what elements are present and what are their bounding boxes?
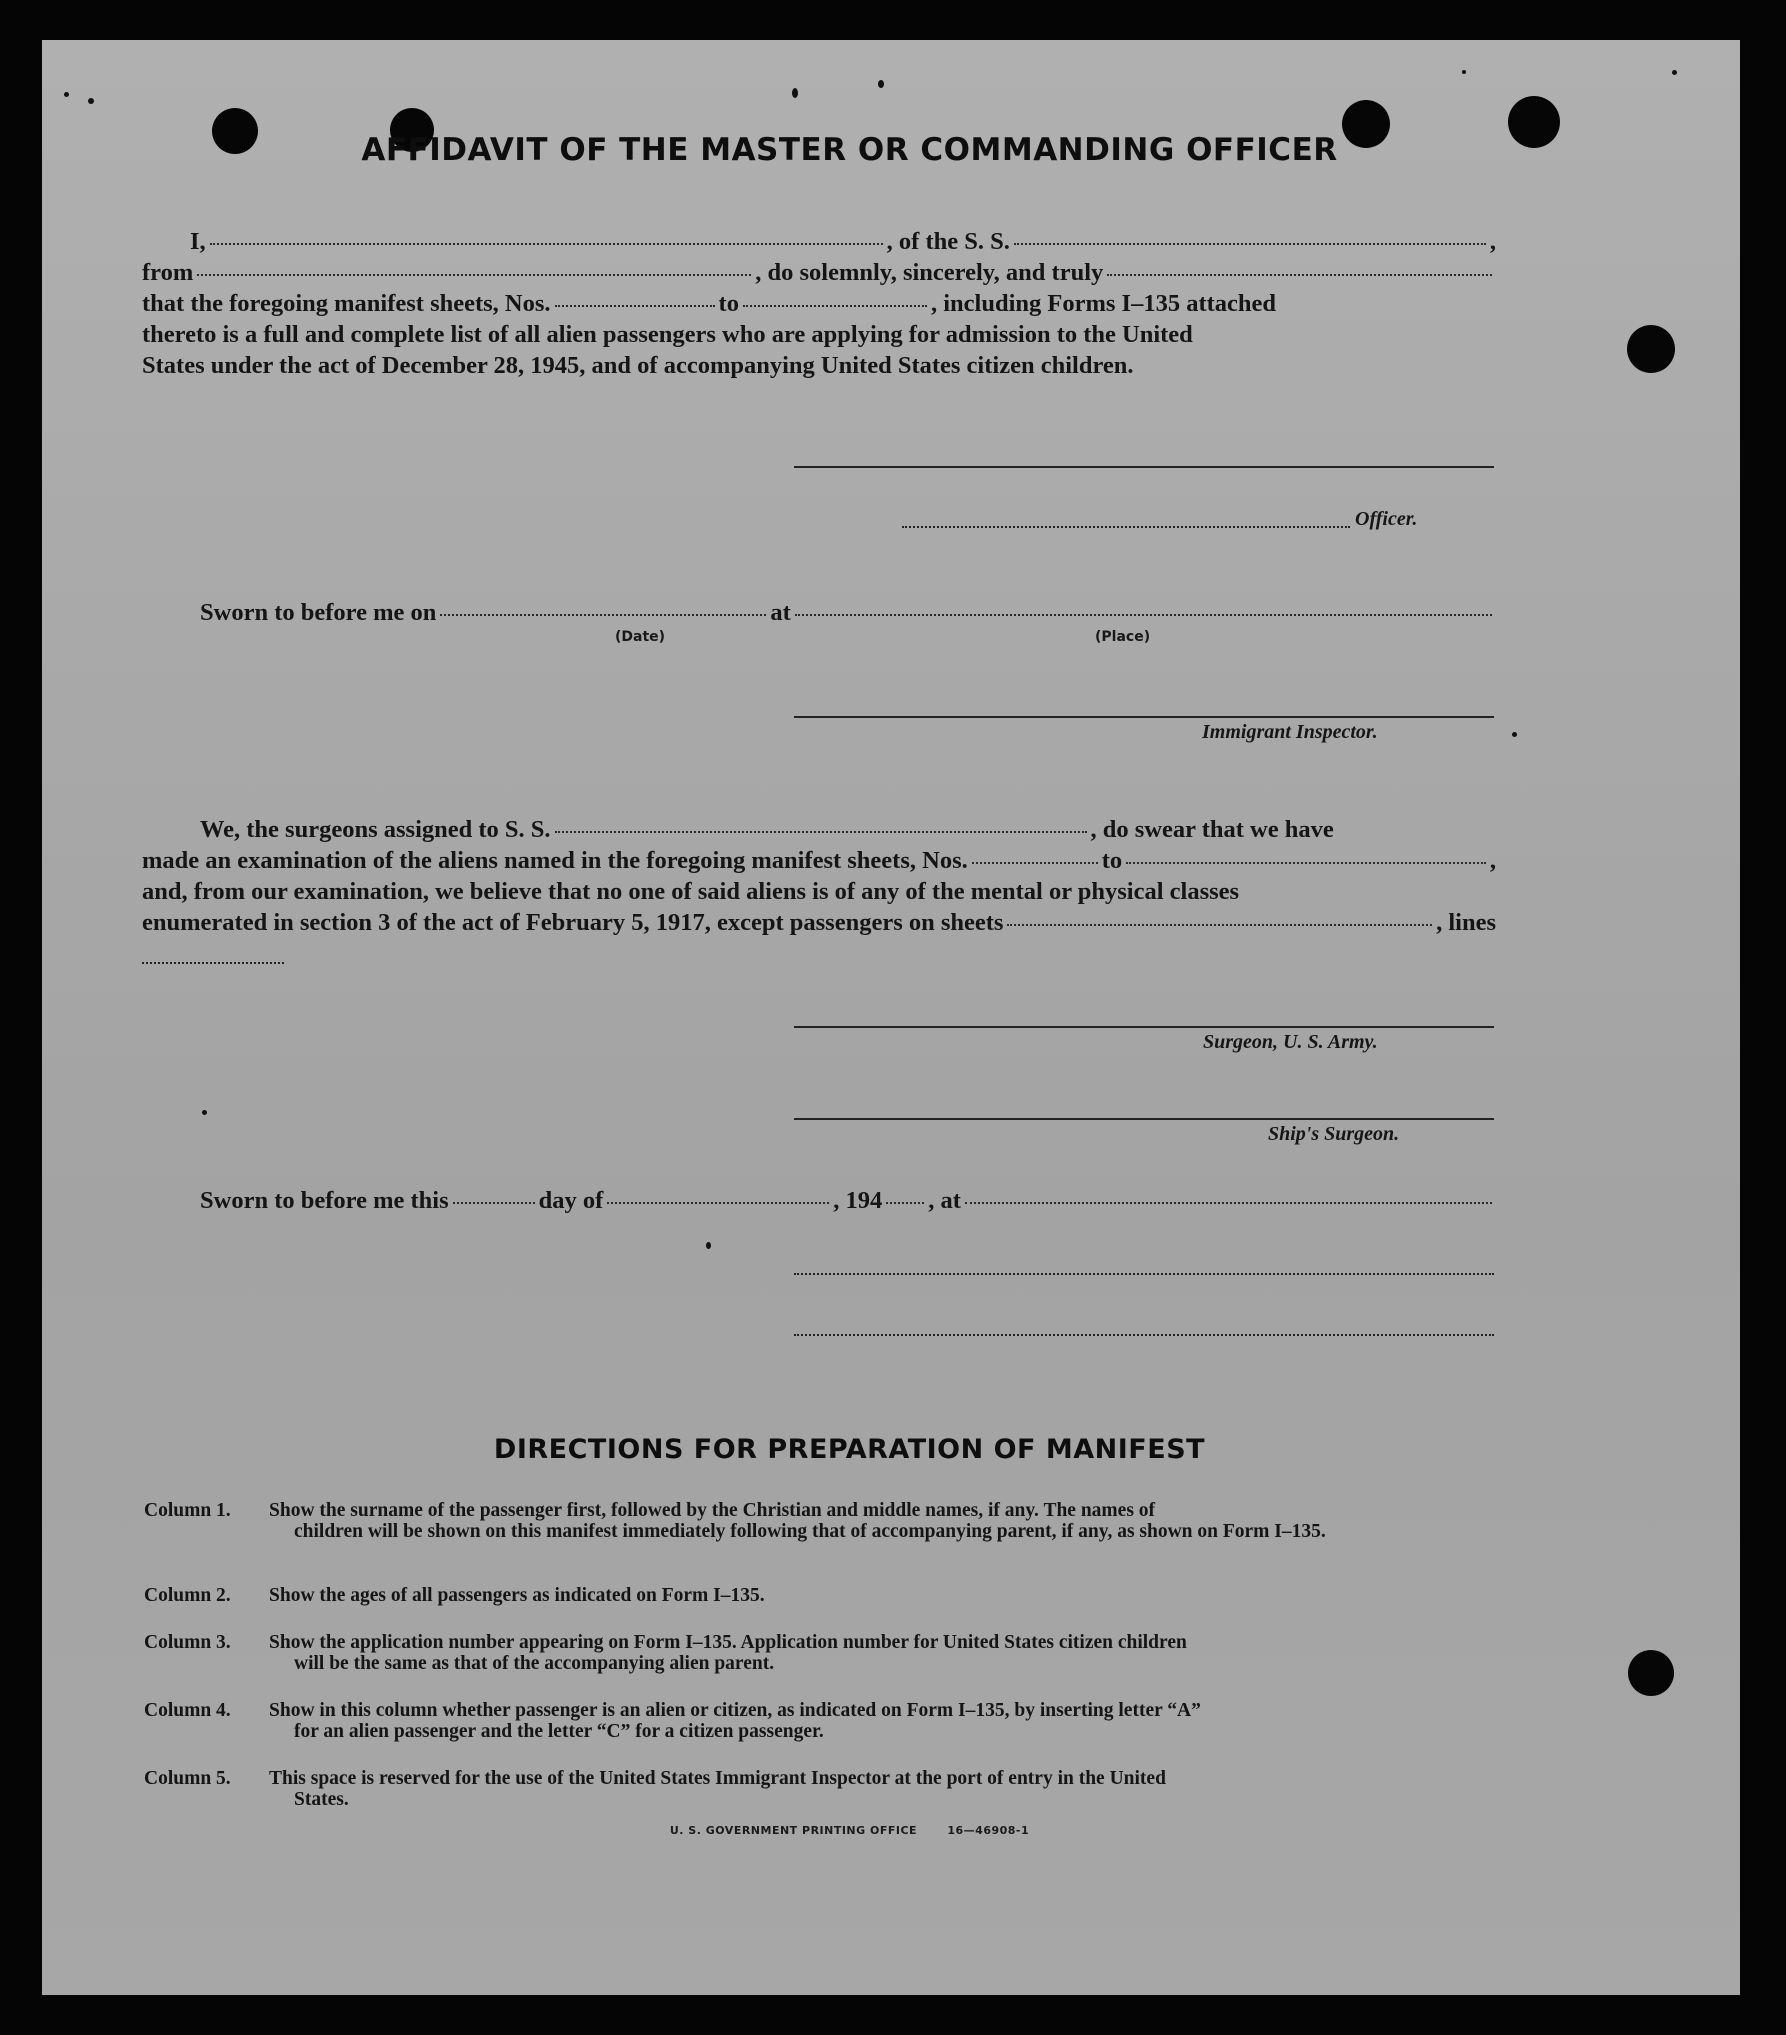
speck bbox=[1462, 70, 1466, 74]
punch-hole bbox=[1628, 1650, 1674, 1696]
surgeons-line-3: and, from our examination, we believe that no one of said aliens is of any of the mental or physical classes bbox=[142, 878, 1240, 905]
printing-office-footer: U. S. GOVERNMENT PRINTING OFFICE 16—46908-1 bbox=[669, 1824, 1030, 1837]
affidavit-title: AFFIDAVIT OF THE MASTER OR COMMANDING OFFICER bbox=[361, 132, 1338, 168]
date-label: (Date) bbox=[615, 629, 666, 645]
inspector-signature-line bbox=[794, 716, 1494, 718]
affidavit-line-1: I, , of the S. S. , bbox=[190, 228, 1496, 255]
surgeons-line-4: enumerated in section 3 of the act of February 5, 1917, except passengers on sheets , lines bbox=[142, 909, 1496, 936]
affidavit-line-2: from , do solemnly, sincerely, and truly bbox=[142, 257, 1496, 288]
speck bbox=[88, 98, 94, 104]
officer-rank-line bbox=[902, 526, 1350, 528]
speck bbox=[202, 1110, 207, 1115]
speck bbox=[878, 80, 884, 88]
army-surgeon-signature-line bbox=[794, 1026, 1494, 1028]
direction-column-5: Column 5. This space is reserved for the use of the United States Immigrant Inspector at the port of entry in the United States. bbox=[144, 1768, 1166, 1810]
sworn-line-1: Sworn to before me on at bbox=[142, 597, 1496, 628]
surgeons-line-1: We, the surgeons assigned to S. S. , do swear that we have bbox=[200, 816, 1334, 843]
direction-column-1: Column 1. Show the surname of the passenger first, followed by the Christian and middle names, if any. The names of children will be shown on this manifest immediately following that of accompanying parent, if any, as shown on Form I–135. bbox=[144, 1500, 1326, 1542]
ship-surgeon-signature-line bbox=[794, 1118, 1494, 1120]
sworn-line-2: Sworn to before me this day of , 194 , at bbox=[142, 1185, 1496, 1216]
speck bbox=[64, 92, 69, 97]
affidavit-line-3: that the foregoing manifest sheets, Nos. to , including Forms I–135 attached bbox=[142, 290, 1277, 317]
speck bbox=[1512, 732, 1517, 737]
lines-blank bbox=[142, 962, 284, 964]
officer-label: Officer. bbox=[1355, 508, 1418, 530]
witness-line-2 bbox=[794, 1334, 1494, 1336]
master-signature-line bbox=[794, 466, 1494, 468]
place-label: (Place) bbox=[1095, 629, 1151, 645]
direction-column-3: Column 3. Show the application number appearing on Form I–135. Application number for United States citizen children will be the same as that of the accompanying alien parent. bbox=[144, 1632, 1187, 1674]
affidavit-line-4: thereto is a full and complete list of all alien passengers who are applying for admission to the United bbox=[142, 321, 1193, 348]
speck bbox=[706, 1242, 711, 1249]
punch-hole bbox=[1627, 325, 1675, 373]
direction-column-4: Column 4. Show in this column whether passenger is an alien or citizen, as indicated on Form I–135, by inserting letter “A” for an alien passenger and the letter “C” for a citizen passenger. bbox=[144, 1700, 1201, 1742]
document-page bbox=[42, 40, 1740, 1995]
army-surgeon-label: Surgeon, U. S. Army. bbox=[1203, 1031, 1378, 1053]
speck bbox=[792, 88, 798, 98]
witness-line-1 bbox=[794, 1273, 1494, 1275]
direction-column-2: Column 2. Show the ages of all passengers as indicated on Form I–135. bbox=[144, 1585, 765, 1606]
ship-surgeon-label: Ship's Surgeon. bbox=[1268, 1123, 1400, 1145]
affidavit-line-5: States under the act of December 28, 1945, and of accompanying United States citizen children. bbox=[142, 352, 1134, 379]
directions-title: DIRECTIONS FOR PREPARATION OF MANIFEST bbox=[493, 1434, 1206, 1465]
inspector-label: Immigrant Inspector. bbox=[1202, 721, 1378, 743]
surgeons-line-2: made an examination of the aliens named in the foregoing manifest sheets, Nos. to , bbox=[142, 847, 1496, 874]
speck bbox=[1672, 70, 1677, 75]
